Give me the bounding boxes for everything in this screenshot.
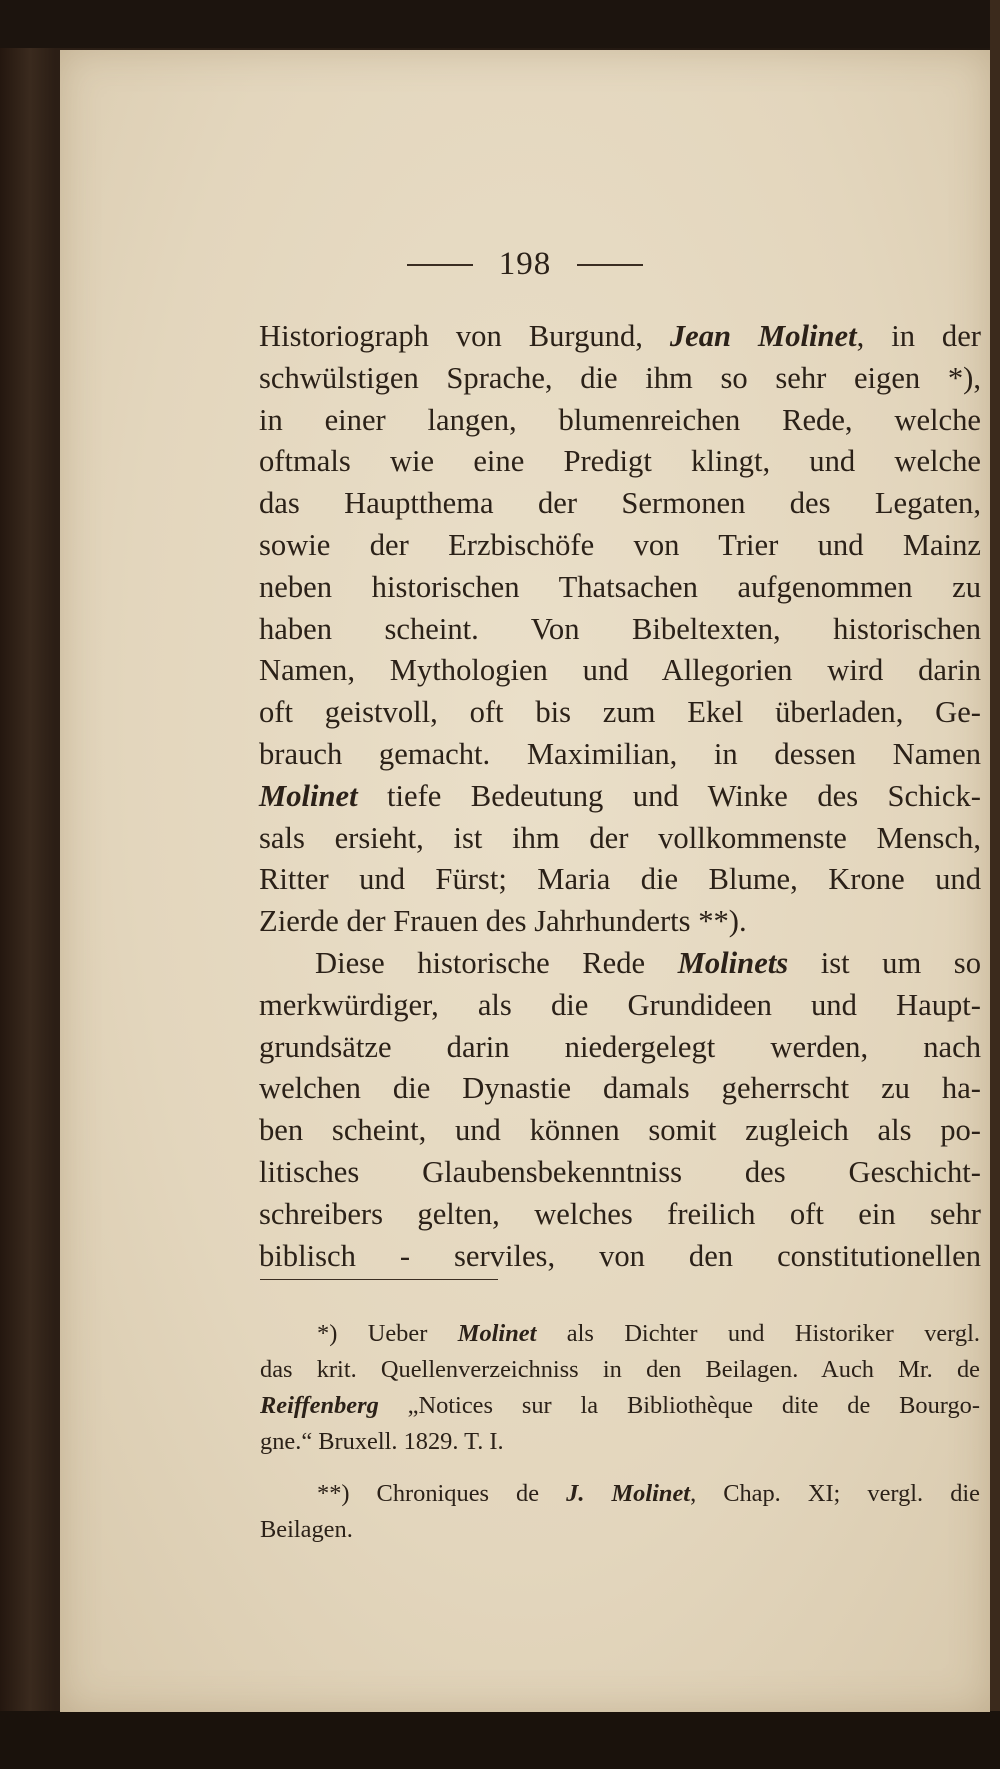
scan-top-edge (0, 0, 1000, 48)
text-line (259, 483, 981, 525)
footnote-line (260, 1512, 980, 1548)
text-run: das krit. Quellenverzeichniss in den Beilagen. Auch Mr. de (260, 1356, 980, 1383)
text-line (259, 1068, 981, 1110)
text-run: „Notices sur la Bibliothèque dite de Bourgo- (378, 1392, 980, 1419)
footnote-line (260, 1316, 980, 1352)
body-text (259, 316, 981, 1277)
text-run: brauch gemacht. Maximilian, in dessen Namen (259, 736, 981, 771)
page-number: 198 (498, 246, 552, 282)
footnotes (260, 1316, 980, 1548)
text-run: tiefe Bedeutung und Winke des Schick- (357, 778, 981, 813)
text-run: biblisch - serviles, von den constitutionellen (259, 1238, 981, 1273)
text-run: das Hauptthema der Sermonen des Legaten, (259, 486, 981, 521)
text-run: sowie der Erzbischöfe von Trier und Mainz (259, 527, 981, 562)
scan-bottom-edge (0, 1711, 1000, 1769)
text-line (259, 734, 981, 776)
text-run: , Chap. XI; vergl. die (690, 1480, 980, 1507)
text-line (259, 525, 981, 567)
text-run: , in der (856, 319, 981, 353)
text-line (259, 358, 981, 400)
text-line (259, 985, 981, 1027)
footnote-line (260, 1424, 980, 1460)
text-run: als Dichter und Historiker vergl. (536, 1320, 980, 1347)
book-page (60, 50, 990, 1712)
page-header (60, 246, 990, 283)
text-run: neben historischen Thatsachen aufgenommen zu (259, 569, 981, 604)
text-line (259, 776, 981, 818)
footnote-line (260, 1476, 980, 1512)
italic-name: Molinet (457, 1320, 537, 1347)
italic-name: Reiffenberg (260, 1392, 379, 1419)
text-run: Diese historische Rede (315, 945, 678, 980)
text-run: gne.“ Bruxell. 1829. T. I. (260, 1428, 504, 1455)
text-line (259, 609, 981, 651)
scan-right-edge (990, 0, 1000, 1769)
text-line (259, 901, 981, 943)
text-line (259, 400, 981, 442)
text-line (259, 1236, 981, 1278)
text-run: haben scheint. Von Bibeltexten, historischen (259, 611, 981, 646)
header-rule-right (577, 264, 643, 266)
text-line (259, 692, 981, 734)
text-line (259, 1027, 981, 1069)
text-run: welchen die Dynastie damals geherrscht zu ha- (259, 1071, 981, 1106)
footnote-line (260, 1352, 980, 1388)
text-run: *) Ueber (317, 1320, 458, 1347)
text-run: ben scheint, und können somit zugleich als po- (259, 1113, 981, 1148)
text-run: Ritter und Fürst; Maria die Blume, Krone und (259, 862, 981, 897)
text-run: schwülstigen Sprache, die ihm so sehr eigen *), (259, 360, 981, 395)
text-run: ist um so (788, 945, 981, 980)
text-line (259, 316, 981, 358)
footnote-gap (260, 1460, 980, 1476)
header-rule-left (407, 264, 473, 266)
text-line (259, 1110, 981, 1152)
text-line (259, 943, 981, 985)
text-run: sals ersieht, ist ihm der vollkommenste Mensch, (259, 820, 981, 855)
text-line (259, 650, 981, 692)
text-run: grundsätze darin niedergelegt werden, nach (259, 1029, 981, 1064)
text-run: **) Chroniques de (317, 1480, 567, 1507)
text-run: merkwürdiger, als die Grundideen und Haupt- (259, 987, 981, 1022)
text-run: in einer langen, blumenreichen Rede, welche (259, 402, 981, 437)
italic-name: J. Molinet (566, 1480, 691, 1507)
text-run: Namen, Mythologien und Allegorien wird darin (259, 653, 981, 688)
footnote-separator (260, 1279, 498, 1280)
text-run: oft geistvoll, oft bis zum Ekel überladen, Ge- (259, 695, 981, 730)
italic-name: Molinet (259, 778, 358, 813)
text-run: schreibers gelten, welches freilich oft ein sehr (259, 1196, 981, 1231)
text-run: oftmals wie eine Predigt klingt, und welche (259, 444, 981, 479)
italic-name: Jean Molinet (669, 319, 857, 353)
text-line (259, 818, 981, 860)
text-run: Historiograph von Burgund, (259, 319, 670, 353)
text-run: litisches Glaubensbekenntniss des Geschicht- (259, 1154, 981, 1189)
text-line (259, 1194, 981, 1236)
italic-name: Molinets (677, 945, 789, 980)
text-line (259, 567, 981, 609)
text-line (259, 859, 981, 901)
text-run: Zierde der Frauen des Jahrhunderts **). (259, 904, 747, 939)
footnote-line (260, 1388, 980, 1424)
text-line (259, 1152, 981, 1194)
text-run: Beilagen. (260, 1516, 353, 1543)
text-line (259, 441, 981, 483)
